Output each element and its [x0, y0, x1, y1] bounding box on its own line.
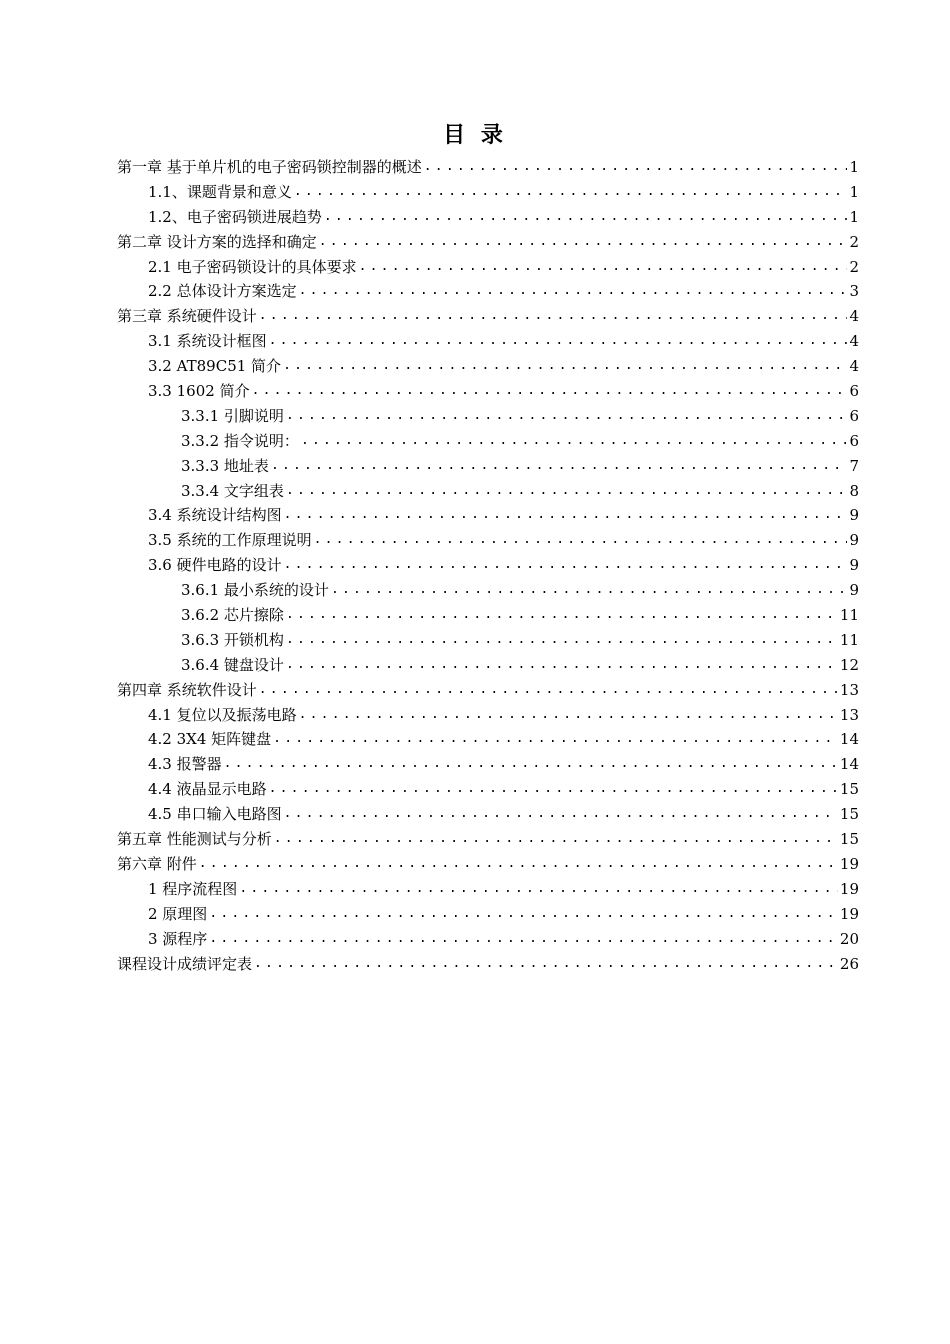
toc-entry-title: 3.4 系统设计结构图: [148, 506, 282, 525]
toc-entry[interactable]: [117, 603, 859, 628]
toc-dot-leader: [286, 404, 848, 429]
toc-entry-title: 3.3.2 指令说明：: [181, 431, 299, 450]
toc-dot-leader: [319, 230, 848, 255]
toc-dot-leader: [283, 354, 847, 379]
toc-entry-page-number: 1: [849, 158, 859, 176]
toc-dot-leader: [239, 877, 838, 902]
toc-entry-title: 1.1、课题背景和意义: [148, 182, 292, 201]
toc-entry-title: 3.5 系统的工作原理说明: [148, 531, 312, 550]
toc-entry[interactable]: [117, 827, 859, 852]
toc-entry[interactable]: [117, 578, 859, 603]
toc-entry[interactable]: [117, 628, 859, 653]
toc-entry[interactable]: [117, 653, 859, 678]
toc-dot-leader: [286, 653, 838, 678]
toc-dot-leader: [299, 279, 848, 304]
toc-dot-leader: [209, 902, 838, 927]
toc-entry-title: 3.3.4 文字组表: [181, 481, 284, 500]
toc-entry-title: 3.6.2 芯片擦除: [181, 606, 284, 625]
toc-entry-page-number: 14: [839, 755, 859, 774]
toc-dot-leader: [273, 727, 838, 752]
toc-entry-title: 第四章 系统软件设计: [117, 680, 257, 699]
toc-dot-leader: [424, 155, 848, 180]
toc-title: 目 录: [443, 123, 507, 148]
toc-entry[interactable]: [117, 454, 859, 479]
toc-entry[interactable]: [117, 902, 859, 927]
toc-entry[interactable]: [117, 752, 859, 777]
toc-entry-title: 第五章 性能测试与分析: [117, 830, 272, 849]
toc-entry-page-number: 13: [839, 680, 859, 699]
toc-entry[interactable]: [117, 777, 859, 802]
toc-entry-title: 3.1 系统设计框图: [148, 332, 267, 351]
toc-dot-leader: [274, 827, 838, 852]
toc-entry-title: 第六章 附件: [117, 854, 197, 873]
toc-entry[interactable]: [117, 802, 859, 827]
toc-entry[interactable]: [117, 553, 859, 578]
toc-entry[interactable]: [117, 852, 859, 877]
toc-dot-leader: [294, 180, 848, 205]
toc-entry-page-number: 19: [839, 879, 859, 898]
toc-entry-page-number: 7: [849, 456, 859, 475]
toc-entry-title: 第一章 基于单片机的电子密码锁控制器的概述: [117, 158, 422, 176]
toc-entry[interactable]: [117, 479, 859, 504]
toc-entry-page-number: 4: [849, 332, 859, 351]
toc-entry-page-number: 2: [849, 257, 859, 276]
toc-entry-page-number: 9: [849, 506, 859, 525]
toc-entry-page-number: 4: [849, 307, 859, 326]
toc-dot-leader: [324, 205, 848, 230]
toc-entry[interactable]: [117, 329, 859, 354]
toc-entry-title: 2.2 总体设计方案选定: [148, 282, 297, 301]
toc-entry-title: 3.3 1602 简介: [148, 382, 250, 401]
toc-entry[interactable]: [117, 503, 859, 528]
toc-entry[interactable]: [117, 180, 859, 205]
toc-dot-leader: [284, 503, 848, 528]
toc-entry[interactable]: [117, 927, 859, 952]
toc-entry-page-number: 6: [849, 406, 859, 425]
toc-dot-leader: [331, 578, 848, 603]
toc-entry[interactable]: [117, 304, 859, 329]
toc-dot-leader: [254, 952, 838, 977]
toc-entry-page-number: 1: [849, 182, 859, 201]
toc-entry[interactable]: [117, 155, 859, 180]
toc-entry-page-number: 15: [839, 780, 859, 799]
toc-entry-title: 2 原理图: [148, 904, 208, 923]
toc-entry-title: 3.3.3 地址表: [181, 456, 269, 475]
toc-entry-title: 3.2 AT89C51 简介: [148, 357, 282, 376]
toc-entry[interactable]: [117, 205, 859, 230]
toc-entry[interactable]: [117, 727, 859, 752]
toc-entry-title: 3.6 硬件电路的设计: [148, 556, 282, 575]
toc-entry-page-number: 26: [839, 954, 859, 973]
toc-entry[interactable]: [117, 279, 859, 304]
toc-entry-page-number: 11: [839, 606, 859, 625]
toc-entry[interactable]: [117, 230, 859, 255]
toc-entry-page-number: 12: [839, 655, 859, 674]
toc-entry-title: 课程设计成绩评定表: [117, 954, 253, 973]
toc-entry-page-number: 13: [839, 705, 859, 724]
toc-entry[interactable]: [117, 354, 859, 379]
toc-entry-title: 1.2、电子密码锁进展趋势: [148, 207, 322, 226]
toc-entry-title: 4.5 串口输入电路图: [148, 805, 282, 824]
toc-entry[interactable]: [117, 404, 859, 429]
toc-entry[interactable]: [117, 703, 859, 728]
toc-dot-leader: [286, 603, 838, 628]
toc-entry-title: 3.6.3 开锁机构: [181, 630, 284, 649]
toc-entry-title: 4.3 报警器: [148, 755, 222, 774]
toc-entry-title: 第二章 设计方案的选择和确定: [117, 232, 317, 251]
toc-entry-page-number: 6: [849, 382, 859, 401]
toc-entry-title: 4.1 复位以及振荡电路: [148, 705, 297, 724]
toc-entry[interactable]: [117, 952, 859, 977]
toc-dot-leader: [259, 678, 838, 703]
toc-entry-page-number: 9: [849, 531, 859, 550]
toc-entry-page-number: 19: [839, 904, 859, 923]
toc-entry-page-number: 15: [839, 830, 859, 849]
toc-dot-leader: [269, 329, 848, 354]
toc-entry-title: 3.6.4 键盘设计: [181, 655, 284, 674]
toc-entry-title: 1 程序流程图: [148, 879, 238, 898]
toc-entry-page-number: 9: [849, 556, 859, 575]
toc-entry-page-number: 2: [849, 232, 859, 251]
toc-dot-leader: [301, 429, 848, 454]
toc-entry-title: 2.1 电子密码锁设计的具体要求: [148, 257, 357, 276]
toc-entry-page-number: 1: [849, 207, 859, 226]
toc-entry-title: 4.2 3X4 矩阵键盘: [148, 730, 272, 749]
toc-dot-leader: [284, 802, 838, 827]
toc-entry-page-number: 9: [849, 581, 859, 600]
toc-entry-page-number: 15: [839, 805, 859, 824]
toc-dot-leader: [314, 528, 848, 553]
toc-dot-leader: [299, 703, 838, 728]
toc-dot-leader: [252, 379, 848, 404]
toc-entry-page-number: 8: [849, 481, 859, 500]
toc-dot-leader: [286, 479, 848, 504]
toc-entry-title: 第三章 系统硬件设计: [117, 307, 257, 326]
toc-entry[interactable]: [117, 379, 859, 404]
toc-entry-title: 3.6.1 最小系统的设计: [181, 581, 329, 600]
toc-entry-title: 3 源程序: [148, 929, 208, 948]
toc-entry-page-number: 4: [849, 357, 859, 376]
toc-dot-leader: [259, 304, 848, 329]
toc-entry-page-number: 3: [849, 282, 859, 301]
toc-entry[interactable]: [117, 528, 859, 553]
toc-dot-leader: [224, 752, 838, 777]
toc-entry-page-number: 11: [839, 630, 859, 649]
toc-dot-leader: [271, 454, 848, 479]
toc-entry-page-number: 20: [839, 929, 859, 948]
toc-entry-title: 4.4 液晶显示电路: [148, 780, 267, 799]
toc-entry[interactable]: [117, 255, 859, 280]
toc-dot-leader: [359, 255, 848, 280]
toc-entry-page-number: 19: [839, 854, 859, 873]
toc-dot-leader: [284, 553, 848, 578]
toc-entry-page-number: 6: [849, 431, 859, 450]
toc-dot-leader: [286, 628, 838, 653]
toc-dot-leader: [199, 852, 838, 877]
toc-entry[interactable]: [117, 877, 859, 902]
toc-dot-leader: [269, 777, 838, 802]
toc-entry[interactable]: [117, 678, 859, 703]
toc-dot-leader: [209, 927, 838, 952]
toc-entry-title: 3.3.1 引脚说明: [181, 406, 284, 425]
toc-entry-page-number: 14: [839, 730, 859, 749]
table-of-contents: [117, 155, 859, 976]
toc-entry[interactable]: [117, 429, 859, 454]
